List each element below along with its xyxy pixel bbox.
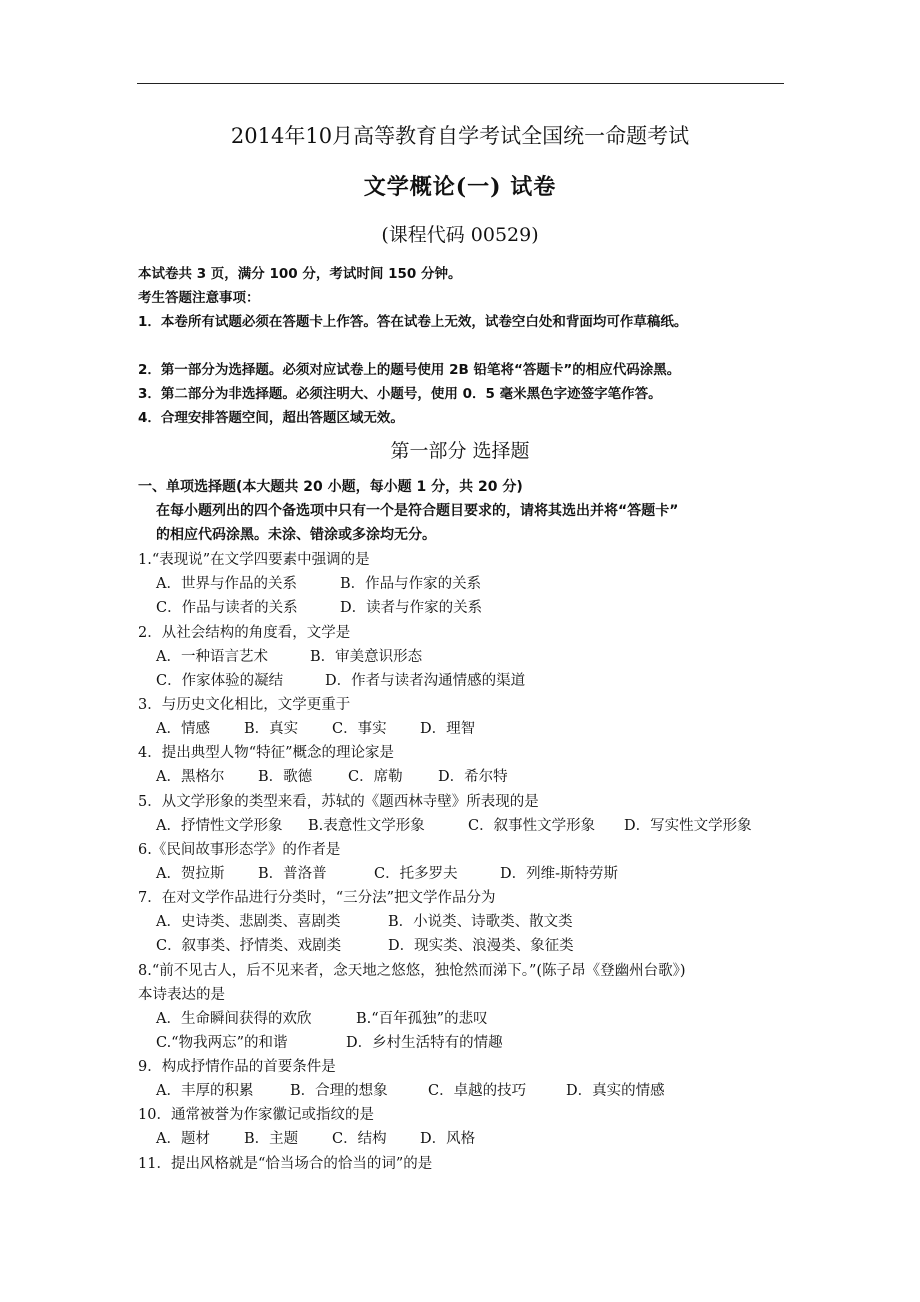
question-4-option-c: C．席勒 (348, 769, 403, 785)
question-8-option-c: C.“物我两忘”的和谐 (156, 1035, 288, 1051)
question-2-options-row-1 (156, 645, 448, 666)
question-4-option-b: B．歌德 (258, 769, 313, 785)
question-2-option-c: C．作家体验的凝结 (156, 673, 284, 689)
question-10-option-d: D．风格 (420, 1131, 476, 1147)
course-code: (课程代码 00529) (381, 224, 539, 246)
question-2-stem: 2．从社会结构的角度看，文学是 (138, 625, 351, 641)
question-5-option-d: D．写实性文学形象 (624, 818, 752, 834)
question-6-stem: 6.《民间故事形态学》的作者是 (138, 842, 341, 858)
question-6-option-c: C．托多罗夫 (374, 866, 458, 882)
question-10-stem: 10．通常被誉为作家徽记或指纹的是 (138, 1107, 374, 1123)
question-4-stem: 4．提出典型人物“特征”概念的理论家是 (138, 745, 395, 761)
question-1-option-d: D．读者与作家的关系 (340, 600, 483, 616)
question-7-option-a: A．史诗类、悲剧类、喜剧类 (156, 914, 341, 930)
question-2-option-d: D．作者与读者沟通情感的渠道 (325, 673, 526, 689)
question-7-option-b: B．小说类、诗歌类、散文类 (388, 914, 573, 930)
question-1-options-row-2 (156, 596, 508, 617)
question-1-options-row-1 (156, 572, 507, 593)
top-rule (137, 83, 784, 84)
question-3-stem: 3．与历史文化相比，文学更重于 (138, 697, 351, 713)
section-heading: 一、单项选择题(本大题共 20 小题，每小题 1 分，共 20 分) (138, 479, 523, 495)
question-2-option-b: B．审美意识形态 (310, 649, 423, 665)
question-10-options (156, 1127, 501, 1148)
question-9-stem: 9．构成抒情作品的首要条件是 (138, 1059, 336, 1075)
question-8-option-a: A．生命瞬间获得的欢欣 (156, 1011, 312, 1027)
section-instruction-2: 的相应代码涂黑。未涂、错涂或多涂均无分。 (156, 527, 436, 543)
question-3-option-b: B．真实 (244, 721, 299, 737)
question-5-stem: 5．从文学形象的类型来看，苏轼的《题西林寺壁》所表现的是 (138, 794, 539, 810)
question-7-stem: 7．在对文学作品进行分类时，“三分法”把文学作品分为 (138, 890, 496, 906)
notice-item-4: 4．合理安排答题空间，超出答题区域无效。 (138, 410, 404, 426)
question-6-options (156, 862, 644, 883)
question-8-options-row-2 (156, 1031, 529, 1052)
question-9-option-d: D．真实的情感 (566, 1083, 665, 1099)
question-3-option-d: D．理智 (420, 721, 476, 737)
question-8-stem-continued: 本诗表达的是 (138, 987, 225, 1003)
notice-item-2: 2．第一部分为选择题。必须对应试卷上的题号使用 2B 铅笔将“答题卡”的相应代码涂黑。 (138, 362, 681, 378)
question-6-option-b: B．普洛普 (258, 866, 327, 882)
exam-title: 2014年10月高等教育自学考试全国统一命题考试 (230, 124, 690, 148)
question-9-option-c: C．卓越的技巧 (428, 1083, 527, 1099)
question-7-options-row-1 (156, 910, 599, 931)
question-10-option-c: C．结构 (332, 1131, 387, 1147)
question-1-option-a: A．世界与作品的关系 (156, 576, 297, 592)
question-9-option-b: B．合理的想象 (290, 1083, 388, 1099)
question-7-option-c: C．叙事类、抒情类、戏剧类 (156, 938, 342, 954)
question-3-option-a: A．情感 (156, 721, 210, 737)
section-instruction-1: 在每小题列出的四个备选项中只有一个是符合题目要求的，请将其选出并将“答题卡” (156, 503, 679, 519)
question-5-option-a: A．抒情性文学形象 (156, 818, 283, 834)
question-4-option-a: A．黑格尔 (156, 769, 225, 785)
question-1-option-b: B．作品与作家的关系 (340, 576, 482, 592)
question-1-option-c: C．作品与读者的关系 (156, 600, 298, 616)
question-9-options (156, 1079, 691, 1100)
question-8-option-b: B.“百年孤独”的悲叹 (356, 1011, 488, 1027)
question-7-options-row-2 (156, 934, 600, 955)
question-5-option-b: B.表意性文学形象 (308, 818, 425, 834)
question-6-option-d: D．列维-斯特劳斯 (500, 866, 619, 882)
question-9-option-a: A．丰厚的积累 (156, 1083, 254, 1099)
question-5-options (156, 814, 752, 835)
part-title: 第一部分 选择题 (390, 440, 530, 462)
paper-title: 文学概论(一) 试卷 (363, 174, 557, 200)
question-2-option-a: A．一种语言艺术 (156, 649, 268, 665)
question-7-option-d: D．现实类、浪漫类、象征类 (388, 938, 574, 954)
question-1-stem: 1.“表现说”在文学四要素中强调的是 (138, 552, 370, 568)
question-8-options-row-1 (156, 1007, 514, 1028)
paper-info: 本试卷共 3 页，满分 100 分，考试时间 150 分钟。 (138, 266, 462, 282)
question-11-stem: 11．提出风格就是“恰当场合的恰当的词”的是 (138, 1156, 433, 1172)
notice-item-1: 1．本卷所有试题必须在答题卡上作答。答在试卷上无效，试卷空白处和背面均可作草稿纸。 (138, 314, 688, 330)
question-10-option-b: B．主题 (244, 1131, 299, 1147)
question-8-stem: 8.“前不见古人，后不见来者，念天地之悠悠，独怆然而涕下。”(陈子昂《登幽州台歌》) (138, 963, 686, 979)
question-6-option-a: A．贺拉斯 (156, 866, 225, 882)
notice-item-3: 3．第二部分为非选择题。必须注明大、小题号，使用 0．5 毫米黑色字迹签字笔作答。 (138, 386, 662, 402)
question-3-option-c: C．事实 (332, 721, 387, 737)
question-2-options-row-2 (156, 669, 551, 690)
notice-heading: 考生答题注意事项： (138, 290, 260, 306)
question-4-option-d: D．希尔特 (438, 769, 508, 785)
question-8-option-d: D．乡村生活特有的情趣 (346, 1035, 503, 1051)
question-10-option-a: A．题材 (156, 1131, 210, 1147)
question-3-options (156, 717, 501, 738)
question-4-options (156, 765, 534, 786)
question-5-option-c: C．叙事性文学形象 (468, 818, 596, 834)
